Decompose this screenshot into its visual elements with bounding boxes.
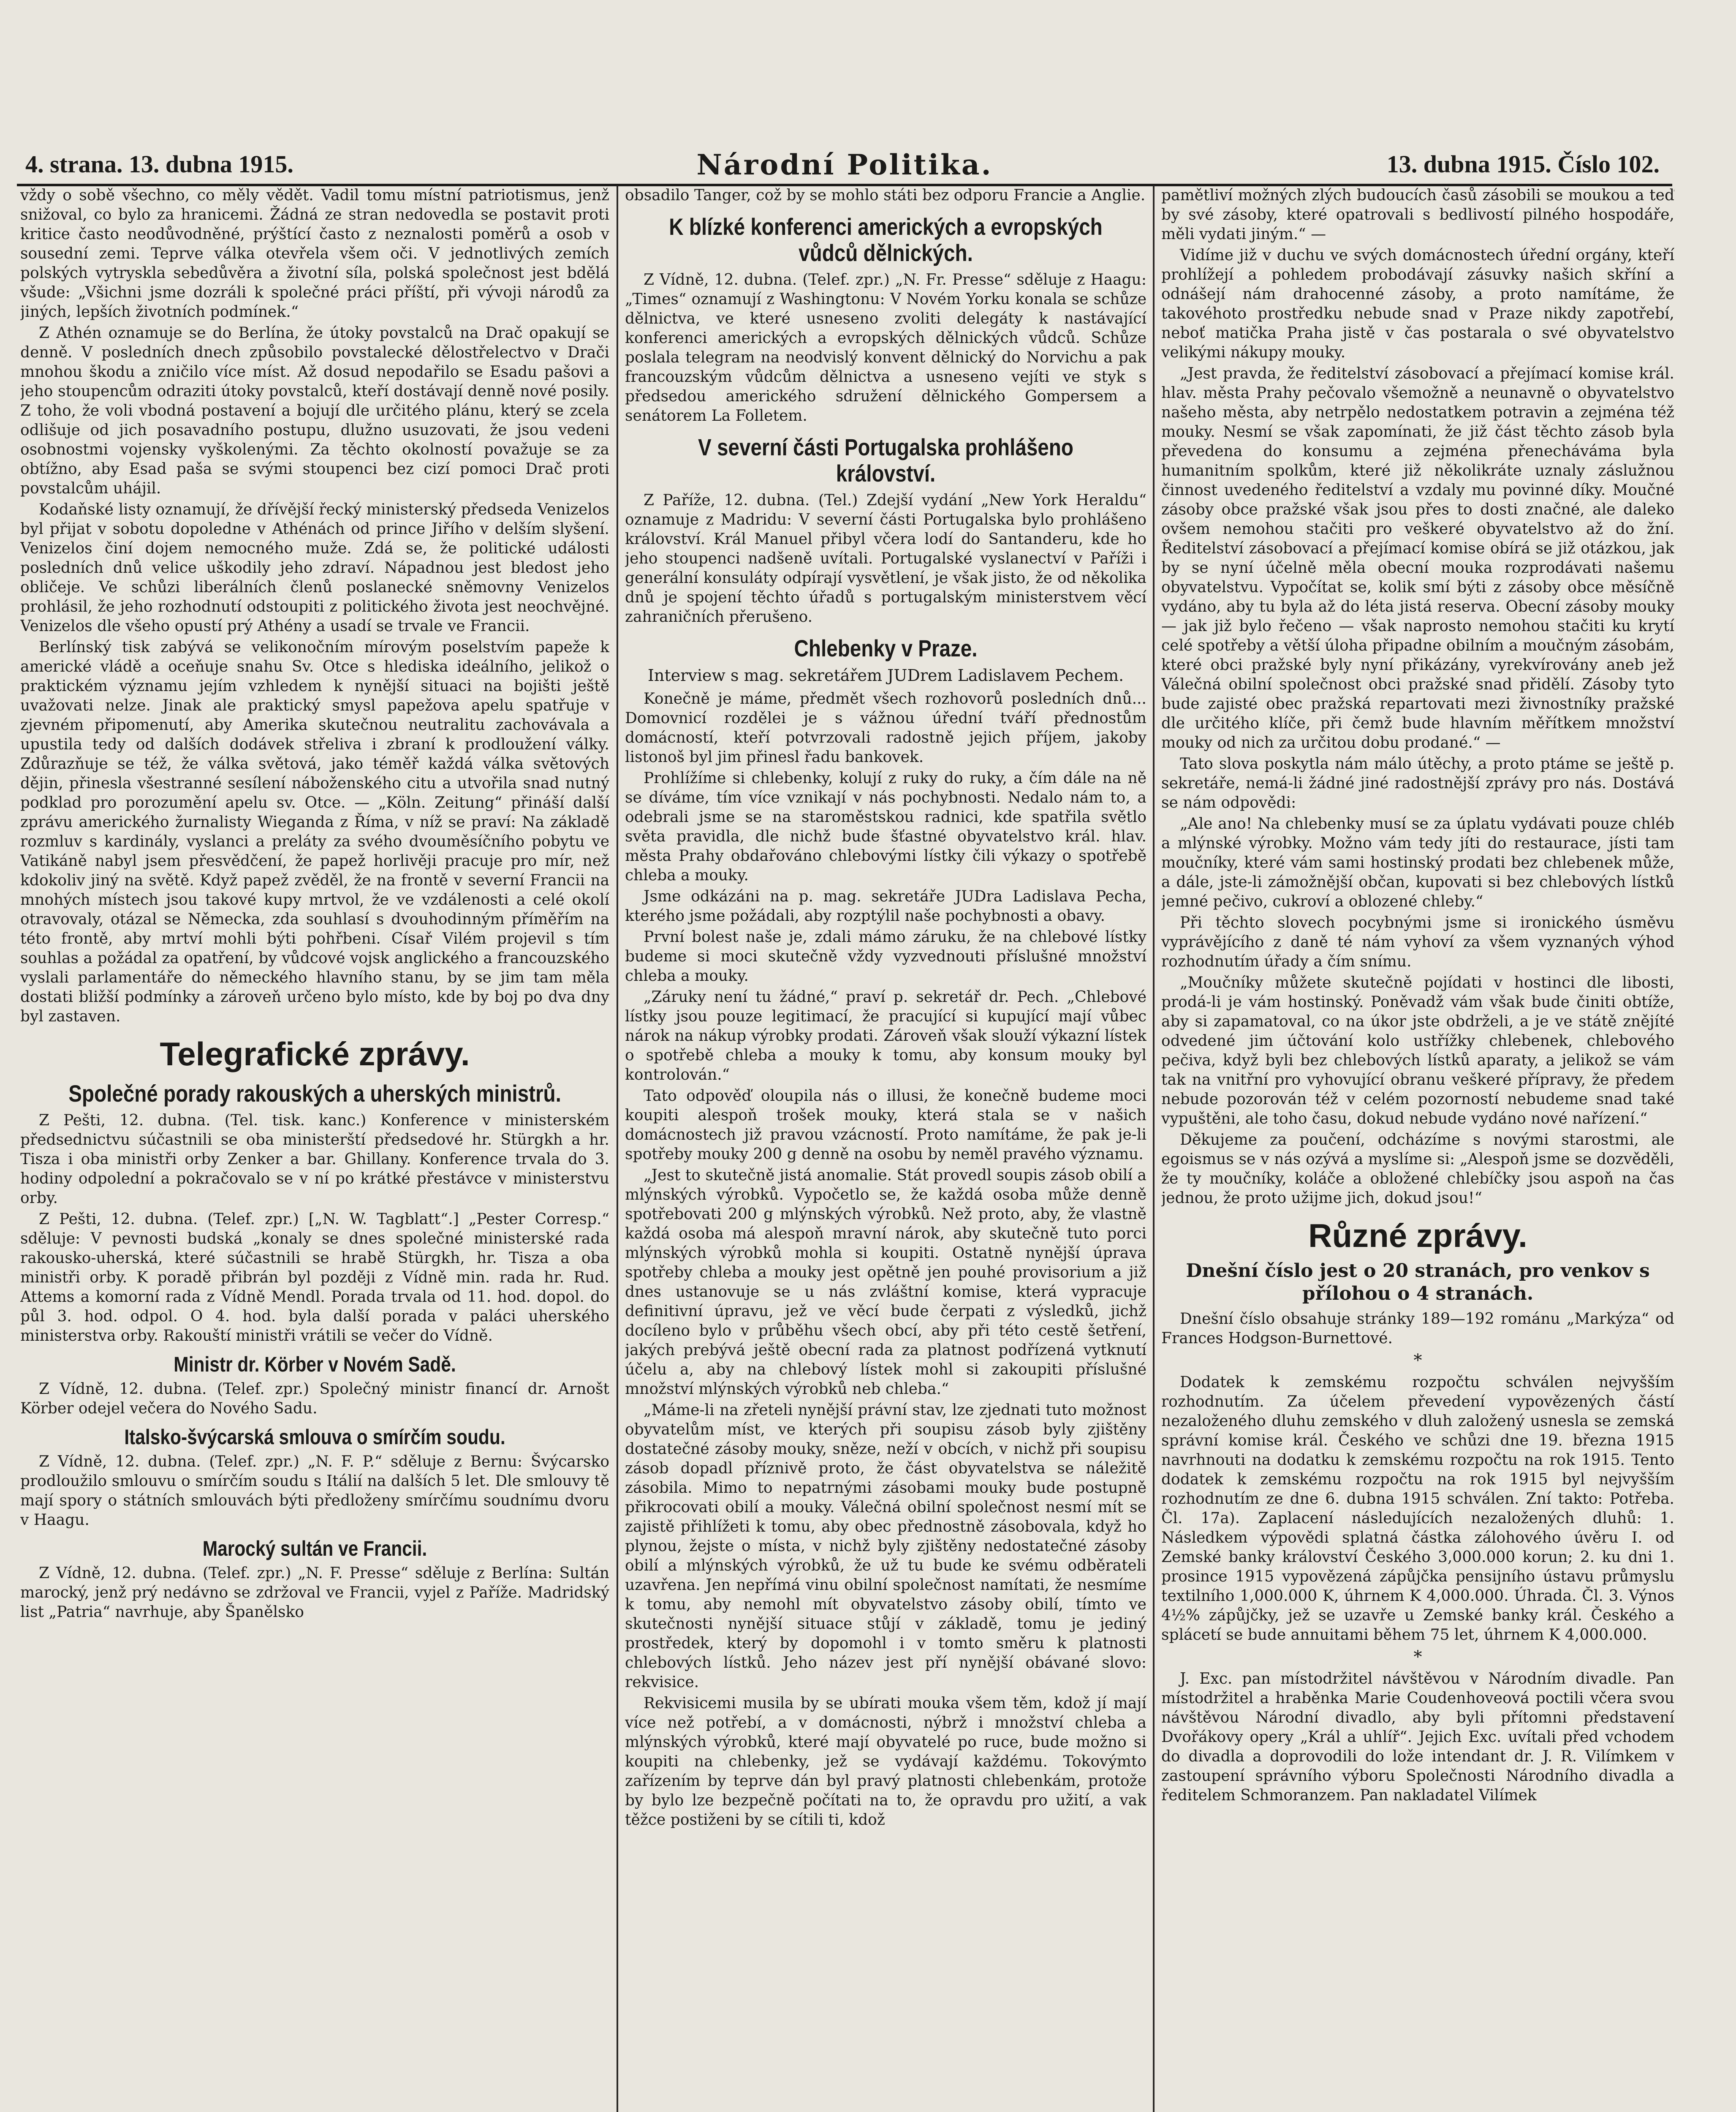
article-paragraph: Rekvisicemi musila by se ubírati mouka všem těm, kdož jí mají více než potřebí, a v domácnosti, nýbrž i množství chleba a mlýnských výrobků, které mají obyvatelé po ruce, bude možno si koupiti na chlebenky, jež se vydávají každému. Tokovýmto zařízením by teprve dán byl pravý platnosti chlebenkám, protože by bylo lze bezpečně počítati na to, že opravdu pro užití, a vak těžce postiženi by se cítili ti, kdož xyxy=(625,1695,1146,1829)
header-left: 4. strana. 13. dubna 1915. xyxy=(25,150,293,178)
article-paragraph: Z Paříže, 12. dubna. (Tel.) Zdejší vydání „New York Heraldu“ oznamuje z Madridu: V severní části Portugalska bylo prohlášeno království. Král Manuel přibyl včera lodí do Santanderu, kde ho jeho stoupenci nadšeně uvítali. Portugalské vyslanectví v Paříži i generální konsuláty odpírají vysvětlení, je však jisto, že od několika dnů je spojení těchto úřadů s portugalským ministerstvem věcí zahraničních přerušeno. xyxy=(625,492,1146,626)
article-paragraph: Kodaňské listy oznamují, že dřívější řecký ministerský předseda Venizelos byl přijat v sobotu dopoledne v Athénách od prince Jiřího v delším slyšení. Venizelos činí dojem nemocného muže. Zdá se, že politické události posledních dnů velice uškodily jeho zdraví. Nápadnou jest bledost jeho obličeje. Ve schůzi liberálních členů poslanecké sněmovny Venizelos prohlásil, že jeho rozhodnutí odstoupiti z politického života jest neochvějné. Venizelos dle všeho opustí prý Athény a usadí se trvale ve Francii. xyxy=(20,501,609,635)
article-paragraph: Z Athén oznamuje se do Berlína, že útoky povstalců na Drač opakují se denně. V posledních dnech způsobilo povstalecké dělostřelectvo v Drači mnohou škodu a zničilo více míst. Až dosud nepodařilo se Esadu pašovi a jeho stoupencům odraziti útoky povstalců, kteří dostávají denně nové posily. Z toho, že voli vbodná postavení a bojují dle určitého plánu, který se zcela odlišuje od jich posavadního postupu, dlužno usuzovati, že jsou vedeni osobnostmi vojensky vyškolenými. Za těchto okolností považuje se za obtížno, aby Esad paša se svými stoupenci bez cizí pomoci Drač proti povstalcům uhájil. xyxy=(20,324,609,497)
article-paragraph: „Máme-li na zřeteli nynější právní stav, lze zjednati tuto možnost obyvatelům míst, ve kterých při soupisu zásob byly zjištěny dostatečné zásoby mouky, sněze, neží v obcích, v nichž při soupisu zásob dopadl příznivě proto, že část obyvatelstva se náležitě zásobila. Mimo to nepatrnými zásobami mouky bude postupně přikrocovati obilí a mouky. Válečná obilní společnost nesmí mít se zajistě přihlížeti k tomu, aby obec přednostně zásobovala, když ho plynou, žejste o místa, v nichž byly zjištěny nedostatečné zásoby obilí a mlýnských výrobků, že už tu bude ke svému odběrateli uzavřena. Jen nepřímá vinu obilní společnost namítati, že nesmíme k tomu, aby nemohl mít obyvatelstvo zásoby obilí, tímto ve skutečnosti nynější situace stůjí v základě, tomu je jediný prostředek, který by dopomohl i v tomto směru k platnosti chlebových lístků. Jeho název jest pří nynější obávané slovo: rekvisice. xyxy=(625,1402,1146,1691)
article-headline: Chlebenky v Praze. xyxy=(794,635,978,661)
article-paragraph: „Záruky není tu žádné,“ praví p. sekretář dr. Pech. „Chlebové lístky jsou pouze legitimací, že pracující si kupující mají vůbec nárok na nákup výrobky prodati. Zároveň však slouží výkazní lístek o spotřebě chleba a mouky k tomu, aby konsum mouky byl kontrolován.“ xyxy=(625,988,1146,1083)
article-paragraph: Dodatek k zemskému rozpočtu schválen nejvyšším rozhodnutím. Za účelem převedení vypovězených částí nezaloženého dluhu zemského v dluh založený usnesla se zemská správní komise král. Českého ve schůzi dne 19. března 1915 navrhnouti na dodatku k zemskému rozpočtu na rok 1915. Tento dodatek k zemskému rozpočtu na rok 1915 byl nejvyšším rozhodnutím ze dne 6. dubna 1915 schválen. Zní takto: Potřeba. Čl. 17a). Zaplacení následujících nezaložených dluhů: 1. Následkem výpovědi splatná částka zálohového úvěru I. od Zemské banky království Českého 3,000.000 korun; 2. ku dni 1. prosince 1915 vypovězená zápůjčka pensijního ústavu průmyslu textilního 1,000.000 K, úhrnem K 4,000.000. Úhrada. Čl. 3. Výnos 4½% zápůjčky, jež se uzavře u Zemské banky král. Českého a splácetí se bude annuitami během 75 let, úhrnem K 4,000.000. xyxy=(1161,1374,1674,1644)
column-3 xyxy=(1161,186,1674,2112)
article-paragraph: obsadilo Tanger, což by se mohlo státi bez odporu Francie a Anglie. xyxy=(625,187,1146,204)
article-headline: Marocký sultán ve Francii. xyxy=(202,1537,427,1560)
article-paragraph: První bolest naše je, zdali mámo záruku, že na chlebové lístky budeme si moci skutečně vždy vyzvednouti příslušné množství chleba a mouky. xyxy=(625,928,1146,985)
article-headline: Italsko-švýcarská smlouva o smírčím soudu. xyxy=(124,1425,505,1449)
article-paragraph: „Ale ano! Na chlebenky musí se za úplatu vydávati pouze chléb a mlýnské výrobky. Možno vám tedy jíti do restaurace, jísti tam moučníky, které vám sami hostinský prodati bez chlebenek může, a dále, jste-li zámožnější občan, kupovati si bez chlebových lístků jemné pečivo, cukroví a oblozené chleby.“ xyxy=(1161,815,1674,910)
article-paragraph: Berlínský tisk zabývá se velikonočním mírovým poselstvím papeže k americké vládě a oceňuje snahu Sv. Otce s hlediska ideálního, jelikož o praktickém významu jejím vzhledem k nynější situaci na bojišti ještě uvažovati nelze. Jinak ale praktický smysl papežova apelu spatřuje v zjevném připomenutí, aby Amerika skutečnou neutralitu zachovávala a upustila tedy od dalších dodávek střeliva i zbraní k prodloužení války. Zdůrazňuje se též, že válka světová, jako téměř každá válka světových dějin, přinesla všestranné sesílení náboženského citu a utvořila snad nutný podklad pro porozumění apelu sv. Otce. — „Köln. Zeitung“ přináší další zprávu amerického žurnalisty Wieganda z Říma, v níž se praví: Na základě rozmluv s kardinály, vyslanci a preláty za svého dvouměsíčního pobytu ve Vatikáně nabyl jsem přesvědčení, že papež horlivěji pracuje pro mír, než kdokoliv jiný na světě. Když papež zvěděl, že na frontě v severní Francii na mnohých místech jsou takové kupy mrtvol, že ve vzdálenosti a celé okolí otravovaly, otázal se Německa, zda souhlasí s dvouhodinným příměřím na této frontě, aby mrtví mohli býti pohřbeni. Císař Vilém projevil s tím souhlas a požádal za opatření, by vůdcové vojsk anglického a francouzského vyslali parlamentáře do německého hlavního stanu, by se jim tam měla dostati bližší podmínky a zároveň určeno bylo místo, kde by boj po dva dny byl zastaven. xyxy=(20,639,609,1025)
article-paragraph: „Jest to skutečně jistá anomalie. Stát provedl soupis zásob obilí a mlýnských výrobků. Vypočetlo se, že každá osoba může denně spotřebovati 200 g mlýnských výrobků. Než proto, aby, že vlastně každá osoba má alespoň mravní nárok, aby skutečně tuto porci mlýnských výrobků mohla si koupiti. Ostatně nynější úprava spotřeby chleba a mouky jest opětně jen pouhé provisorium a již dnes ustanovuje se u nás zvláštní komise, která vypracuje definitivní úpravu, jež ve věcí bude čerpati z výsledků, jichž docíleno bylo v průběhu všech obcí, aby při této cestě šetření, jakých prebývá ještě obecní rada za platnost podřízená vytknutí účelu a, aby na chlebový lístek mohl si zakoupiti příslušné množství mlýnských výrobků neb chleba.“ xyxy=(625,1167,1146,1398)
article-paragraph: Vidíme již v duchu ve svých domácnostech úřední orgány, kteří prohlížejí a pohledem probodávají zásuvky našich skříní a odnášejí nám drahocenné zásoby, a proto namítáme, že takovéhoto prostředku nebude snad v Praze nikdy zapotřebí, neboť matička Praha jistě v čas postarala o své obyvatelstvo velikými nákupy mouky. xyxy=(1161,247,1674,361)
article-paragraph: Prohlížíme si chlebenky, kolují z ruky do ruky, a čím dále na ně se díváme, tím více vznikají v nás pochybnosti. Nedalo nám to, a odebrali jsme se na staroměstskou radnici, kde spatřila světlo světa pravidla, dle nichž bude šťastné obyvatelstvo král. hlav. města Prahy obdařováno chlebovými lístky čili výkazy o spotřebě chleba a mouky. xyxy=(625,770,1146,884)
article-headline: Ministr dr. Körber v Novém Sadě. xyxy=(174,1353,456,1376)
article-paragraph: „Moučníky můžete skutečně pojídati v hostinci dle libosti, prodá-li je vám hostinský. Poněvadž vám však bude činiti obtíže, aby si zapamatoval, co na úkor jste obdrželi, a je ve státě znějíté odvedené jim účtování kolo ustřížky chlebenek, chlebového pečiva, když byli bez chlebových lístků aparaty, a jelikož se vám tak na vnitřní pro vyhovující obranu veškeré přípravy, že předem nebude pozorován též v celém pozorností nebudeme snad také vypuštěni, ale toho času, dokud nebude vydáno nové nařízení.“ xyxy=(1161,974,1674,1127)
article-headline: Společné porady rakouských a uherských ministrů. xyxy=(68,1080,561,1107)
article-headline: K blízké konferenci amerických a evropských vůdců dělnických. xyxy=(669,213,1103,266)
article-paragraph: Jsme odkázáni na p. mag. sekretáře JUDra Ladislava Pecha, kterého jsme požádali, aby rozptýlil naše pochybnosti a obavy. xyxy=(625,888,1146,925)
section-heading: Různé zprávy. xyxy=(1308,1217,1527,1254)
issue-notice: Dnešní číslo jest o 20 stranách, pro venkov s přílohou o 4 stranách. xyxy=(1186,1260,1650,1304)
article-paragraph: Tato odpověď oloupila nás o illusi, že konečně budeme moci koupiti alespoň trošek mouky, která stala se v našich domácnostech již pravou vzácností. Proto namítáme, že pak je-li spotřeby mouky 200 g denně na osobu by neměl pravého významu. xyxy=(625,1087,1146,1163)
article-paragraph: Z Vídně, 12. dubna. (Telef. zpr.) „N. Fr. Presse“ sděluje z Haagu: „Times“ oznamují z Washingtonu: V Novém Yorku konala se schůze dělnictva, ve které usneseno zvoliti delegáty k nastávající konferenci amerických a evropských dělnických vůdců. Schůze poslala telegram na neodvislý konvent dělnický do Norvichu a pak francouzským vůdcům dělnictva a usneseno vejíti ve styk s předsedou amerického sdružení dělnického Gompersem a senátorem La Folletem. xyxy=(625,271,1146,425)
column-1 xyxy=(20,186,609,2112)
article-paragraph: Tato slova poskytla nám málo útěchy, a proto ptáme se ještě p. sekretáře, nemá-li žádné jiné radostnější zprávy pro nás. Dostává se nám odpovědi: xyxy=(1161,755,1674,811)
column-rule xyxy=(1153,186,1155,2112)
article-paragraph: Z Pešti, 12. dubna. (Tel. tisk. kanc.) Konference v ministerském předsednictvu súčastnili se oba ministerští předsedové hr. Stürgkh a hr. Tisza i oba ministři orby Zenker a bar. Ghillany. Konference trvala do 3. hodiny odpolední a pokračovalo se v ní po krátké přestávce v ministerstvu orby. xyxy=(20,1112,609,1207)
article-paragraph: Dnešní číslo obsahuje stránky 189—192 románu „Markýza“ od Frances Hodgson-Burnettové. xyxy=(1161,1310,1674,1347)
section-heading: Telegrafické zprávy. xyxy=(160,1035,470,1072)
article-paragraph: „Jest pravda, že ředitelství zásobovací a přejímací komise král. hlav. města Prahy pečovalo všemožně a neunavně o obyvatelstvo našeho města, aby netrpělo nedostatkem potravin a zejména též mouky. Nesmí se však zapomínati, že již část těchto zásob byla převedena do konsumu a zejména přenecháváma byla humanitním spolkům, které již několikráte uznaly záslužnou činnost uvedeného ředitelství a vzdaly mu povinné díky. Moučné zásoby obce pražské však jsou přes to dosti značné, ale daleko ovšem nemohou stačiti pro veškeré obyvatelstvo až do žní. Ředitelství zásobovací a přejímací komise obírá se již otázkou, jak by se nyní účelně měla obecní mouka rozprodávati našemu obyvatelstvu. Vypočítat se, kolik smí býti z zásoby obce měsíčně vydáno, aby tu byla až do léta jistá reserva. Obecní zásoby mouky — jak již bylo řečeno — však naprosto nemohou stačiti ku krytí celé spotřeby a větší úloha připadne obilním a moučným zásobám, které obci pražské byly nyní přikázány, vyrekvírovány aneb jež Válečná obilní společnost obci pražské snad přidělí. Zásoby tyto bude zajisté obec pražská repartovati mezi živnostníky pražské dle určitého klíče, při čemž bude hlavním měřítkem množství mouky od nich za určitou dobu prodané.“ — xyxy=(1161,365,1674,751)
article-headline: V severní části Portugalska prohlášeno království. xyxy=(698,434,1073,487)
masthead: Národní Politika. xyxy=(696,148,993,181)
separator-star: * xyxy=(1413,1351,1422,1370)
separator-star: * xyxy=(1413,1647,1422,1667)
header-right: 13. dubna 1915. Číslo 102. xyxy=(1386,150,1660,178)
article-paragraph: Z Pešti, 12. dubna. (Telef. zpr.) [„N. W. Tagblatt“.] „Pester Corresp.“ sděluje: V pevnosti budská „konaly se dnes společné ministerské rada rakousko-uherská, které súčastnili se hrabě Stürgkh, hr. Tisza a oba ministři orby. K poradě přibrán byl později z Vídně min. rada hr. Rud. Attems a komorní rada z Vídně Mendl. Porada trvala od 11. hod. dopol. do půl 3. hod. odpol. O 4. hod. byla další porada v paláci uherského ministerstva orby. Rakouští ministři vrátili se večer do Vídně. xyxy=(20,1211,609,1344)
article-paragraph: Při těchto slovech pocybnými jsme si ironického úsměvu vyprávějícího z daně té nám vyhoví za všem vyznaných výhod rozhodnutím úřady a čím snímu. xyxy=(1161,914,1674,970)
column-2 xyxy=(625,186,1146,2112)
article-paragraph: vždy o sobě všechno, co měly vědět. Vadil tomu místní patriotismus, jenž snižoval, co bylo za hranicemi. Žádná ze stran nedovedla se postavit proti kritice často neodůvodněné, prýštící často z neznalosti poměrů a osob v sousední zemi. Teprve válka otevřela všem oči. V jednotlivých zemích polských vytryskla sebedůvěra a životní síla, polská společnost jest bdělá všude: „Všichni jsme dozráli k společné práci příští, při vývoji národů za jiných, lepších životních podmínek.“ xyxy=(20,187,609,321)
page-header xyxy=(17,146,1672,186)
article-paragraph: Děkujeme za poučení, odcházíme s novými starostmi, ale egoismus se v nás ozývá a myslíme si: „Alespoň jsme se dozvěděli, že ty moučníky, koláče a obložené chlebíčky jsou aspoň na čas jednou, že proto užijme jich, dokud jsou!“ xyxy=(1161,1131,1674,1207)
article-paragraph: J. Exc. pan místodržitel návštěvou v Národním divadle. Pan místodržitel a hraběnka Marie Coudenhoveová poctili včera svou návštěvou Národní divadlo, aby byli přítomni představení Dvořákovy opery „Král a uhlíř“. Jejich Exc. uvítali před vchodem do divadla a doprovodili do lože intendant dr. J. R. Vilímkem v zastoupení správního výboru Společnosti Národního divadla a ředitelem Schmoranzem. Pan nakladatel Vilímek xyxy=(1161,1670,1674,1804)
article-paragraph: Z Vídně, 12. dubna. (Telef. zpr.) „N. F. Presse“ sděluje z Berlína: Sultán marocký, jenž prý nedávno se zdržoval ve Francii, vyjel z Paříže. Madridský list „Patria“ navrhuje, aby Španělsko xyxy=(20,1565,609,1621)
article-paragraph: Konečně je máme, předmět všech rozhovorů posledních dnů... Domovnicí rozdělei je s vážnou úřední tváří přednostům domácností, kteří potvrzovali radostně jejich příjem, jakoby listonoš byl jim přinesl řadu bankovek. xyxy=(625,690,1146,766)
article-paragraph: Z Vídně, 12. dubna. (Telef. zpr.) Společný ministr financí dr. Arnošt Körber odejel večera do Nového Sadu. xyxy=(20,1380,609,1417)
article-paragraph: pamětliví možných zlých budoucích časů zásobili se moukou a teď by své zásoby, které opatrovali s bedlivostí pilného hospodáře, měli vydati jiným.“ — xyxy=(1161,187,1674,243)
article-intro: Interview s mag. sekretářem JUDrem Ladislavem Pechem. xyxy=(647,666,1124,685)
column-rule xyxy=(617,186,618,2112)
article-paragraph: Z Vídně, 12. dubna. (Telef. zpr.) „N. F. P.“ sděluje z Bernu: Švýcarsko prodloužilo smlouvu o smírčím soudu s Itálií na dalších 5 let. Dle smlouvy tě mají spory o státních smlouvách býti předloženy smírčímu soudnímu dvoru v Haagu. xyxy=(20,1453,609,1529)
